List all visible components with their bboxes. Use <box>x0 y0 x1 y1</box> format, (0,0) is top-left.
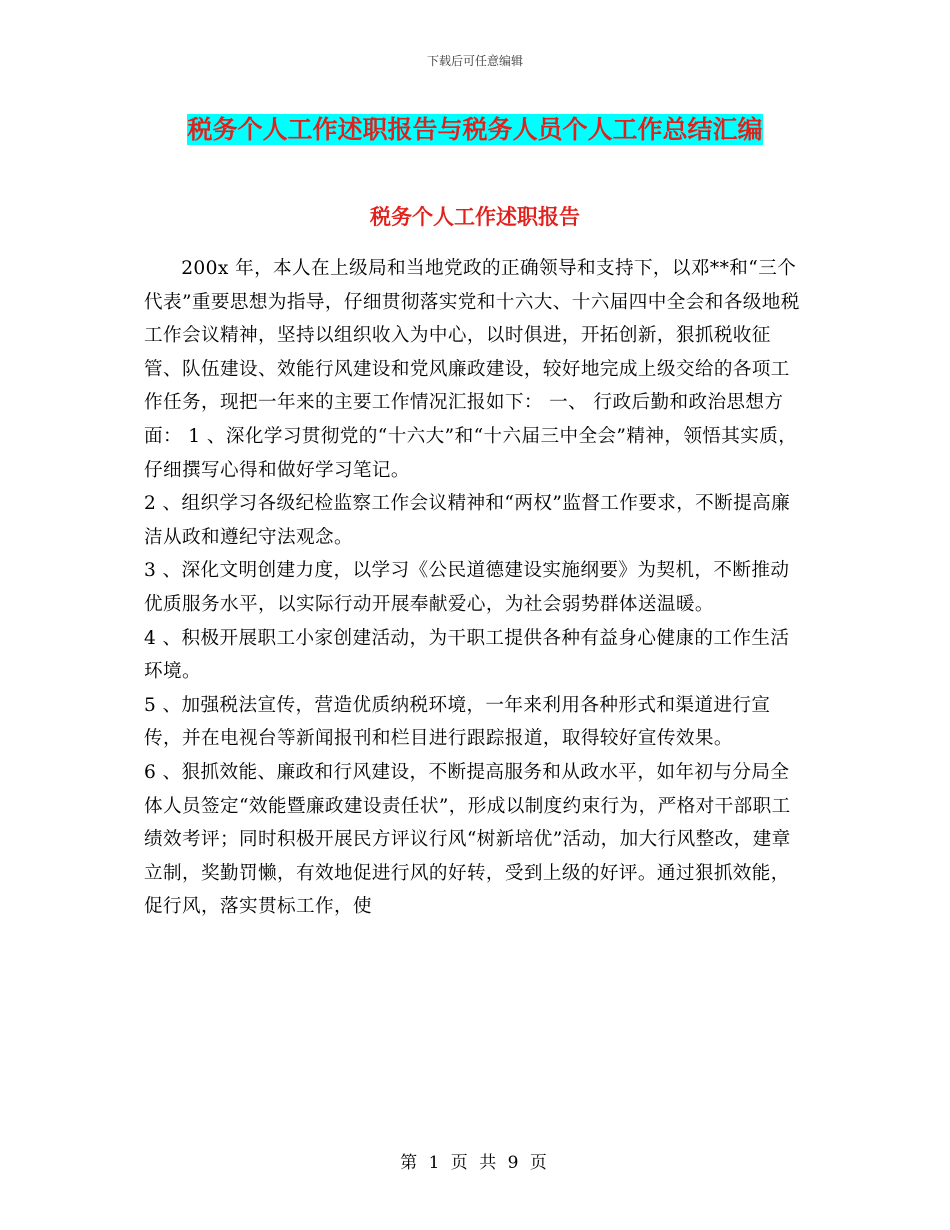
paragraph-item-3: 3 、深化文明创建力度，以学习《公民道德建设实施纲要》为契机，不断推动优质服务水平，以实际行动开展奉献爱心，为社会弱势群体送温暖。 <box>144 560 790 615</box>
document-title <box>0 112 950 148</box>
paragraph-item-5: 5 、加强税法宣传，营造优质纳税环境，一年来利用各种形式和渠道进行宣传，并在电视台等新闻报刊和栏目进行跟踪报道，取得较好宣传效果。 <box>144 694 771 750</box>
document-title-text: 税务个人工作述职报告与税务人员个人工作总结汇编 <box>187 115 763 144</box>
page-header-note: 下载后可任意编辑 <box>426 54 523 68</box>
paragraph-intro: 200x 年，本人在上级局和当地党政的正确领导和支持下，以邓**和“三个代表”重要思想为指导，仔细贯彻落实党和十六大、十六届四中全会和各级地税工作会议精神，坚持以组织收入为中心，以时俱进，开拓创新，狠抓税收征管、队伍建设、效能行风建设和党风廉政建设，较好地完成上级交给的各项工作任务，现把一年来的主要工作情况汇报如下： 一、 行政后勤和政治思想方面： 1 、深化学习贯彻党的“十六大”和“十六届三中全会”精神，领悟其实质，仔细撰写心得和做好学习笔记。 <box>144 258 800 481</box>
paragraph-item-6: 6 、狠抓效能、廉政和行风建设，不断提高服务和从政水平，如年初与分局全体人员签定“效能暨廉政建设责任状”，形成以制度约束行为，严格对干部职工绩效考评；同时积极开展民方评议行风“树新培优”活动，加大行风整改，建章立制，奖勤罚懒，有效地促进行风的好转，受到上级的好评。通过狠抓效能，促行风，落实贯标工作，使 <box>144 761 791 918</box>
paragraph-item-2: 2 、组织学习各级纪检监察工作会议精神和“两权”监督工作要求，不断提高廉洁从政和遵纪守法观念。 <box>144 493 791 548</box>
page-number: 第 1 页 共 9 页 <box>400 1153 550 1173</box>
document-body <box>144 218 802 924</box>
section-title: 税务个人工作述职报告 <box>370 204 580 229</box>
paragraph-item-4: 4 、积极开展职工小家创建活动，为干职工提供各种有益身心健康的工作生活环境。 <box>144 627 790 683</box>
